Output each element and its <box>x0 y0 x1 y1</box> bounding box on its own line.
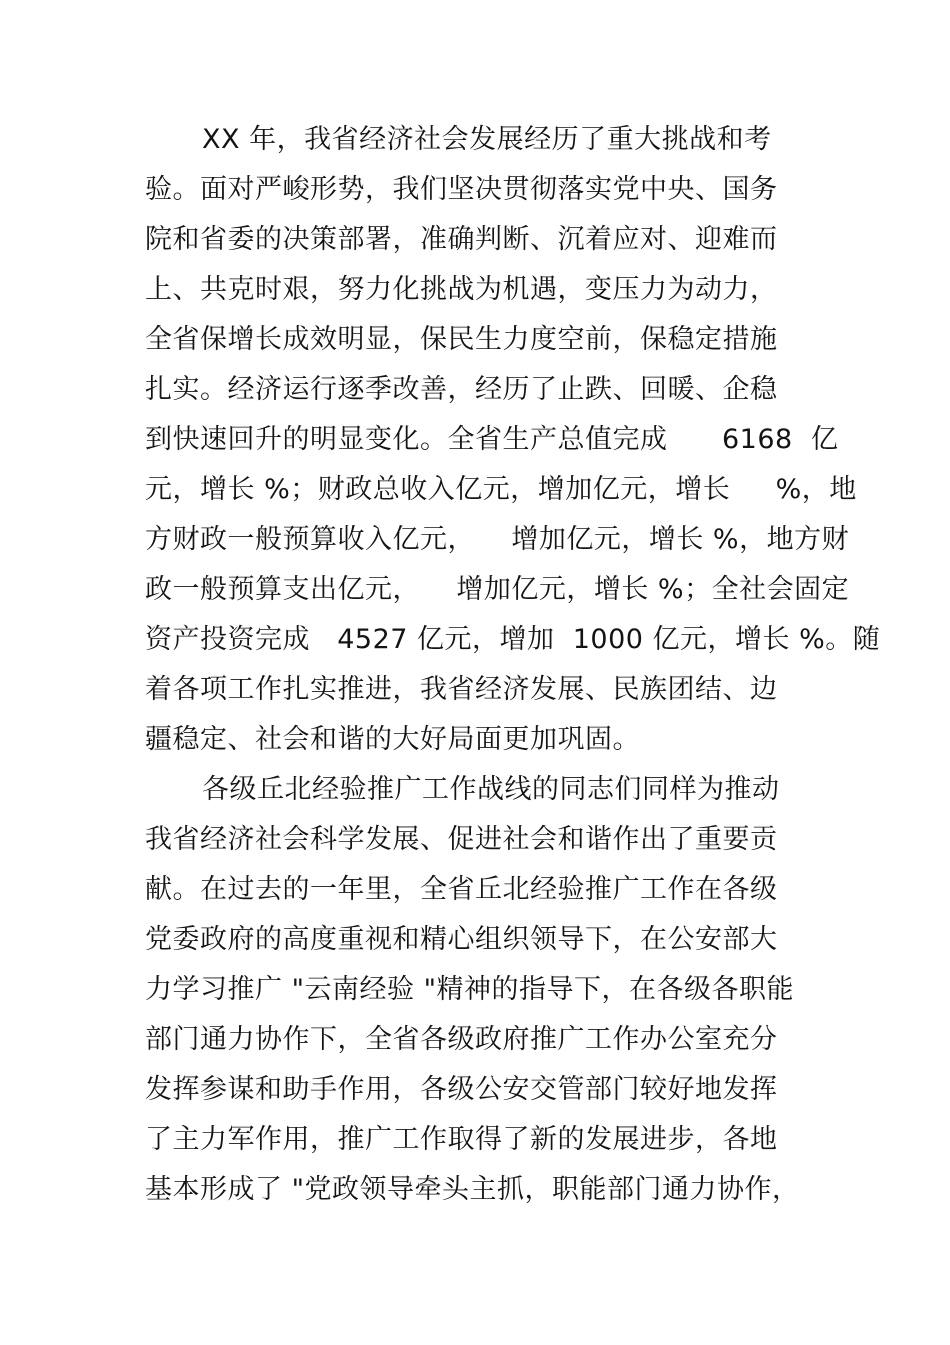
paragraph-2-line-3: 献。在过去的一年里，全省丘北经验推广工作在各级 <box>145 874 778 905</box>
paragraph-1-line-3: 院和省委的决策部署，准确判断、沉着应对、迎难而 <box>145 224 778 255</box>
paragraph-1-line-6: 扎实。经济运行逐季改善，经历了止跌、回暖、企稳 <box>145 374 778 405</box>
paragraph-2-line-8: 了主力军作用，推广工作取得了新的发展进步，各地 <box>145 1124 778 1155</box>
paragraph-2-line-9: 基本形成了 "党政领导牵头主抓，职能部门通力协作， <box>145 1174 800 1205</box>
paragraph-2-line-6: 部门通力协作下，全省各级政府推广工作办公室充分 <box>145 1024 778 1055</box>
paragraph-1-line-10: 政一般预算支出亿元， 增加亿元，增长 %；全社会固定 <box>145 574 850 605</box>
paragraph-1-line-2: 验。面对严峻形势，我们坚决贯彻落实党中央、国务 <box>145 174 778 205</box>
paragraph-1-line-5: 全省保增长成效明显，保民生力度空前，保稳定措施 <box>145 324 778 355</box>
paragraph-1-line-7: 到快速回升的明显变化。全省生产总值完成 6168 亿 <box>145 424 839 455</box>
paragraph-1-line-11: 资产投资完成 4527 亿元，增加 1000 亿元，增长 %。随 <box>145 624 881 655</box>
paragraph-1-line-13: 疆稳定、社会和谐的大好局面更加巩固。 <box>145 724 640 755</box>
paragraph-2-line-4: 党委政府的高度重视和精心组织领导下，在公安部大 <box>145 924 778 955</box>
paragraph-1-line-9: 方财政一般预算收入亿元， 增加亿元，增长 %，地方财 <box>145 524 850 555</box>
paragraph-2-line-2: 我省经济社会科学发展、促进社会和谐作出了重要贡 <box>145 824 778 855</box>
paragraph-1-line-8: 元，增长 %；财政总收入亿元，增加亿元，增长 %，地 <box>145 474 857 505</box>
paragraph-1-line-4: 上、共克时艰，努力化挑战为机遇，变压力为动力， <box>145 274 778 305</box>
paragraph-2-line-7: 发挥参谋和助手作用，各级公安交管部门较好地发挥 <box>145 1074 778 1105</box>
paragraph-1-line-12: 着各项工作扎实推进，我省经济发展、民族团结、边 <box>145 674 778 705</box>
paragraph-1-line-1: XX 年，我省经济社会发展经历了重大挑战和考 <box>202 124 772 155</box>
paragraph-2-line-5: 力学习推广 "云南经验 "精神的指导下，在各级各职能 <box>145 974 795 1005</box>
paragraph-2-line-1: 各级丘北经验推广工作战线的同志们同样为推动 <box>202 774 780 805</box>
